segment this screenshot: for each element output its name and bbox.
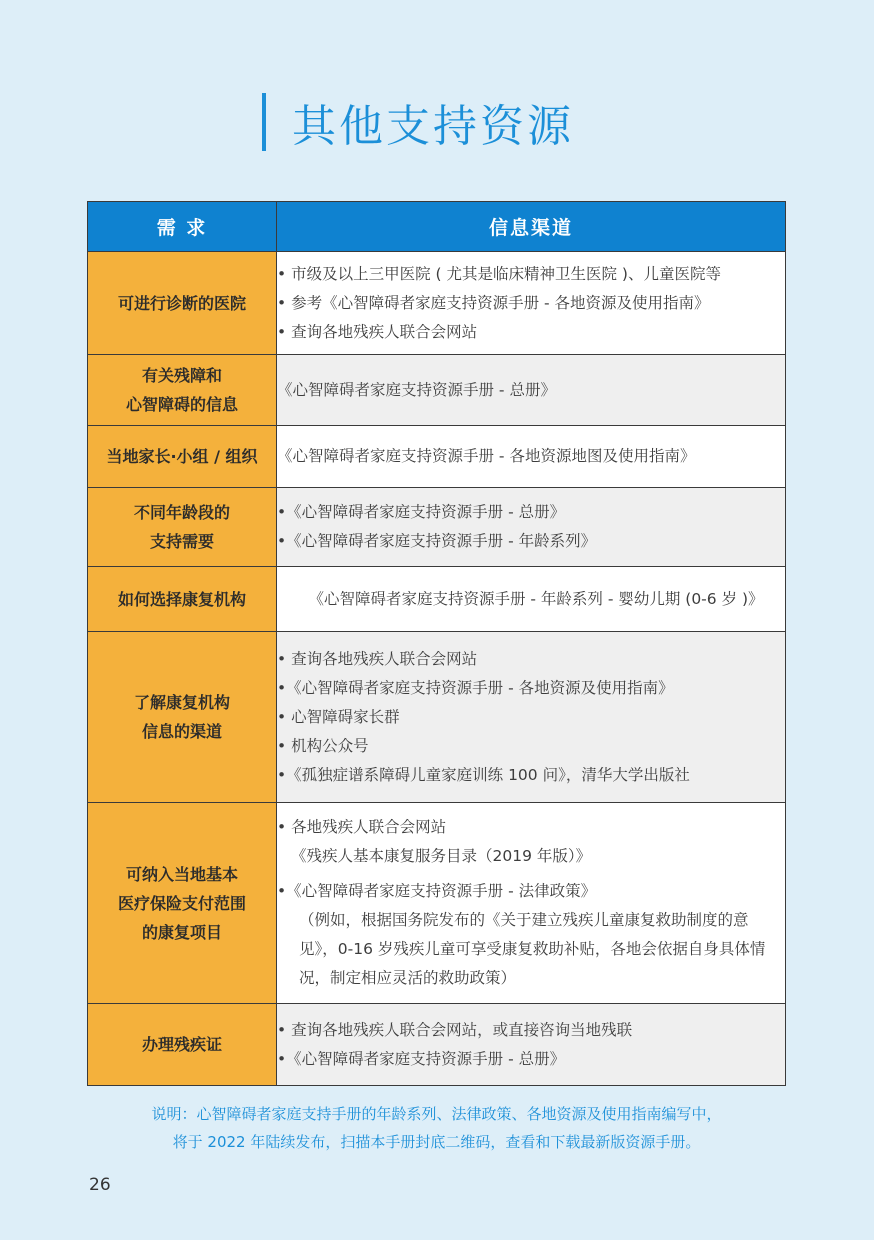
info-line: • 机构公众号 [277,736,369,755]
info-line: •《心智障碍者家庭支持资源手册 - 总册》 [277,1049,566,1068]
need-cell [88,355,277,426]
info-line: • 查询各地残疾人联合会网站 [277,322,478,341]
need-text: 如何选择康复机构 [117,589,246,609]
title-area [262,92,574,152]
info-line: 《残疾人基本康复服务目录（2019 年版）》 [291,847,592,865]
table-row [88,355,786,426]
info-cell [277,252,786,355]
need-text: 当地家长·小组 / 组织 [106,447,258,466]
info-line: • 查询各地残疾人联合会网站 [277,649,478,668]
info-cell [277,567,786,632]
info-line: •《心智障碍者家庭支持资源手册 - 各地资源及使用指南》 [277,678,674,697]
info-cell [277,488,786,567]
info-cell [277,803,786,1004]
table-row [88,1004,786,1086]
need-text: 心智障碍的信息 [125,395,238,414]
need-text: 办理残疾证 [141,1035,222,1054]
title-accent-bar [262,93,266,151]
table-header-row [88,202,786,252]
info-line: 《心智障碍者家庭支持资源手册 - 总册》 [277,380,556,399]
info-line: • 参考《心智障碍者家庭支持资源手册 - 各地资源及使用指南》 [277,293,710,312]
need-text: 有关残障和 [141,366,222,385]
need-text: 可纳入当地基本 [125,864,238,884]
info-paragraph: （例如，根据国务院发布的《关于建立残疾儿童康复救助制度的意见》，0-16 岁残疾儿童可享受康复救助补贴，各地会依据自身具体情况，制定相应灵活的救助政策） [299,911,766,987]
resources-table [87,201,786,1086]
page-title: 其他支持资源 [292,101,574,152]
need-cell [88,632,277,803]
footnote-line: 说明：心智障碍者家庭支持手册的年龄系列、法律政策、各地资源及使用指南编写中， [151,1105,722,1123]
need-cell [88,567,277,632]
table-row [88,488,786,567]
need-cell [88,803,277,1004]
info-line: • 市级及以上三甲医院 ( 尤其是临床精神卫生医院 )、儿童医院等 [277,264,721,283]
need-cell [88,252,277,355]
need-cell [88,488,277,567]
info-line: 《心智障碍者家庭支持资源手册 - 各地资源地图及使用指南》 [277,447,696,465]
info-cell [277,632,786,803]
table-row [88,252,786,355]
info-line: • 各地残疾人联合会网站 [277,818,447,836]
footnote [87,1100,786,1156]
page-number: 26 [89,1175,111,1195]
info-cell [277,1004,786,1086]
info-line: 《心智障碍者家庭支持资源手册 - 年龄系列 - 婴幼儿期 (0-6 岁 )》 [308,589,764,608]
info-line: •《心智障碍者家庭支持资源手册 - 年龄系列》 [277,532,597,550]
need-text: 医疗保险支付范围 [117,893,246,913]
header-need: 需 求 [88,202,277,252]
info-cell [277,355,786,426]
info-line: • 查询各地残疾人联合会网站，或直接咨询当地残联 [277,1020,633,1039]
need-text: 了解康复机构 [133,693,230,712]
table-row [88,803,786,1004]
info-cell [277,426,786,488]
table-row [88,632,786,803]
need-text: 的康复项目 [141,922,222,942]
info-line: •《心智障碍者家庭支持资源手册 - 总册》 [277,503,566,521]
table-row [88,426,786,488]
header-info: 信息渠道 [277,202,786,252]
footnote-line: 将于 2022 年陆续发布，扫描本手册封底二维码，查看和下载最新版资源手册。 [172,1133,701,1151]
need-text: 信息的渠道 [141,722,222,741]
info-line: • 心智障碍家长群 [277,707,400,726]
need-text: 不同年龄段的 [133,503,230,522]
need-text: 支持需要 [149,532,214,551]
info-line: •《心智障碍者家庭支持资源手册 - 法律政策》 [277,882,597,900]
info-line: •《孤独症谱系障碍儿童家庭训练 100 问》，清华大学出版社 [277,765,690,784]
table-row [88,567,786,632]
need-text: 可进行诊断的医院 [117,293,246,313]
need-cell [88,426,277,488]
need-cell [88,1004,277,1086]
